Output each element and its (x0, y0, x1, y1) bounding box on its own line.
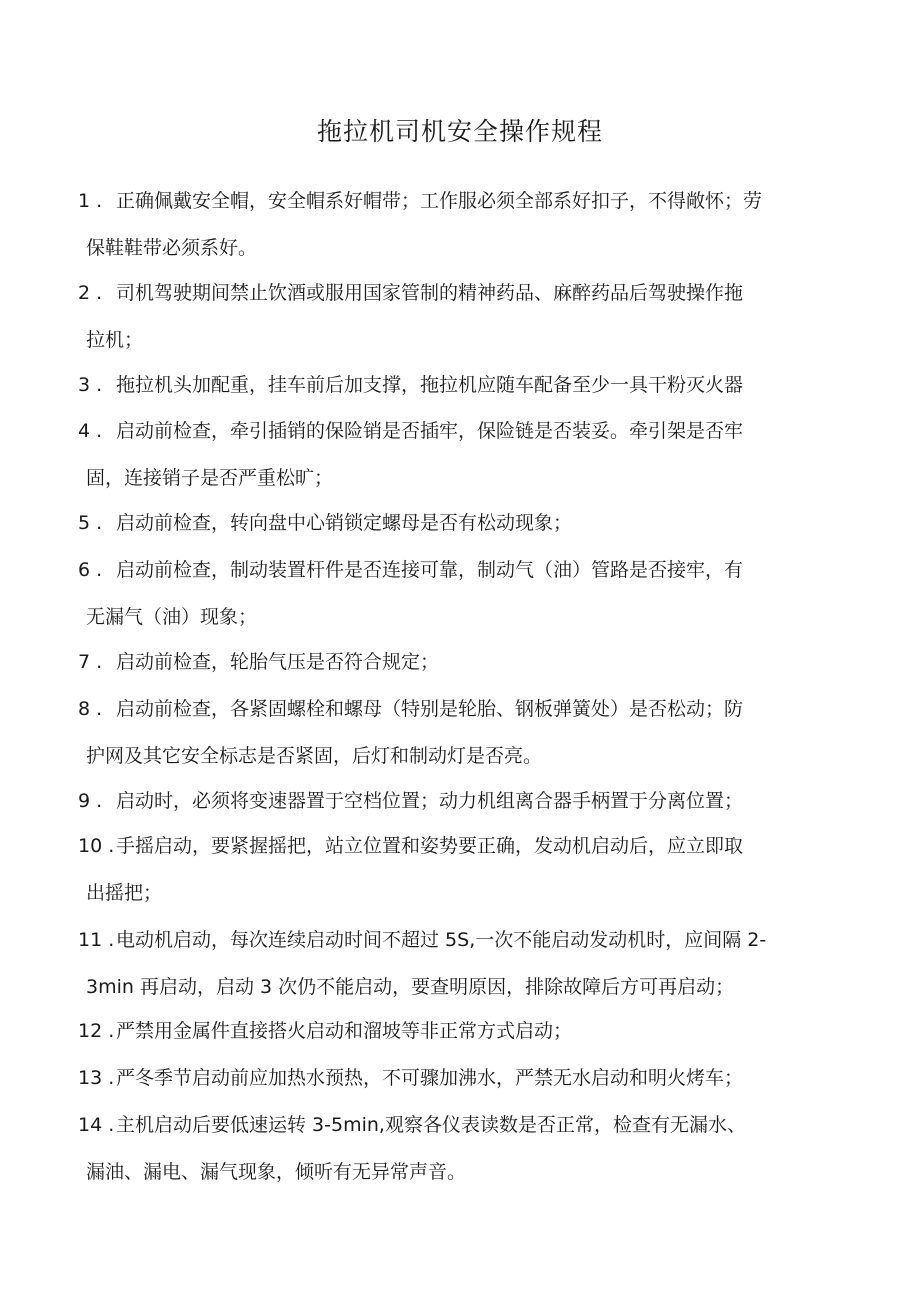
list-item (78, 1055, 848, 1102)
item-number: 2 . (78, 282, 103, 304)
item-number: 14 . (78, 1114, 115, 1136)
list-item (78, 408, 848, 502)
item-text: 严禁用金属件直接搭火启动和溜坡等非正常方式启动； (116, 1020, 573, 1042)
list-item (78, 917, 848, 1011)
item-text: 启动前检查，牵引插销的保险销是否插牢，保险链是否装妥。牵引架是否牢 (116, 420, 744, 442)
item-number: 6 . (78, 559, 103, 581)
item-number: 1 . (78, 190, 103, 212)
item-text: 启动前检查，转向盘中心销锁定螺母是否有松动现象； (116, 512, 573, 534)
item-text: 严冬季节启动前应加热水预热，不可骤加沸水，严禁无水启动和明火烤车； (116, 1067, 744, 1089)
item-number: 3 . (78, 374, 103, 396)
item-number: 7 . (78, 651, 103, 673)
list-item (78, 362, 848, 409)
list-item (78, 639, 848, 686)
item-text: 出摇把； (86, 882, 163, 904)
item-number: 13 . (78, 1067, 115, 1089)
item-text: 漏油、漏电、漏气现象，倾听有无异常声音。 (86, 1161, 467, 1183)
item-text: 启动前检查，轮胎气压是否符合规定； (116, 651, 440, 673)
list-item (78, 686, 848, 780)
list-item (78, 823, 848, 917)
list-item (78, 500, 848, 547)
item-number: 8 . (78, 698, 103, 720)
item-text: 正确佩戴安全帽，安全帽系好帽带；工作服必须全部系好扣子，不得敞怀；劳 (116, 190, 763, 212)
list-item (78, 178, 848, 272)
list-item (78, 1102, 848, 1196)
list-item (78, 547, 848, 641)
item-text: 固，连接销子是否严重松旷； (86, 467, 334, 489)
item-number: 10 . (78, 835, 115, 857)
item-text: 拉机； (86, 329, 144, 351)
item-text: 启动前检查，制动装置杆件是否连接可靠，制动气（油）管路是否接牢，有 (116, 559, 744, 581)
item-text: 护网及其它安全标志是否紧固，后灯和制动灯是否亮。 (86, 745, 543, 767)
item-text: 主机启动后要低速运转 3-5min,观察各仪表读数是否正常，检查有无漏水、 (116, 1114, 746, 1136)
item-text: 司机驾驶期间禁止饮酒或服用国家管制的精神药品、麻醉药品后驾驶操作拖 (116, 282, 744, 304)
item-text: 拖拉机头加配重，挂车前后加支撑，拖拉机应随车配备至少一具干粉灭火器 (116, 374, 744, 396)
list-item (78, 778, 848, 825)
item-text: 启动前检查，各紧固螺栓和螺母（特别是轮胎、钢板弹簧处）是否松动；防 (116, 698, 744, 720)
item-text: 无漏气（油）现象； (86, 606, 258, 628)
item-text: 保鞋鞋带必须系好。 (86, 237, 258, 259)
item-text: 启动时，必须将变速器置于空档位置；动力机组离合器手柄置于分离位置； (116, 790, 744, 812)
item-text: 3min 再启动，启动 3 次仍不能启动，要查明原因，排除故障后方可再启动； (86, 976, 735, 998)
item-number: 5 . (78, 512, 103, 534)
item-text: 电动机启动，每次连续启动时间不超过 5S,一次不能启动发动机时，应间隔 2- (116, 929, 767, 951)
item-number: 11 . (78, 929, 115, 951)
item-number: 9 . (78, 790, 103, 812)
item-number: 4 . (78, 420, 103, 442)
page-title: 拖拉机司机安全操作规程 (316, 117, 603, 146)
item-text: 手摇启动，要紧握摇把，站立位置和姿势要正确，发动机启动后，应立即取 (116, 835, 744, 857)
item-number: 12 . (78, 1020, 115, 1042)
list-item (78, 1008, 848, 1055)
list-item (78, 270, 848, 364)
